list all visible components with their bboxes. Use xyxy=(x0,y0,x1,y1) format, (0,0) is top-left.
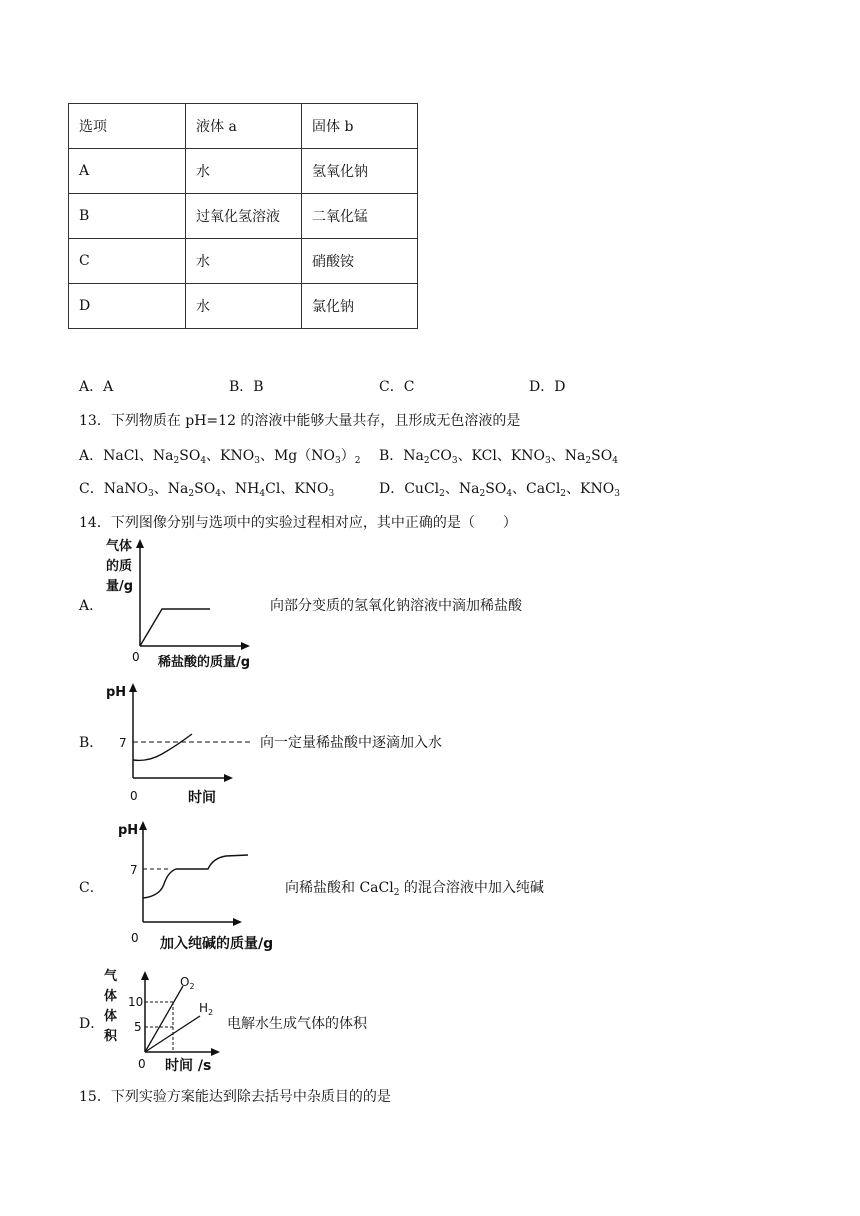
graph-c-origin: 0 xyxy=(131,931,139,945)
graph-d-label-o2: $O_2$ xyxy=(180,975,195,991)
table-row xyxy=(69,239,418,284)
graph-c-curve xyxy=(143,855,248,898)
table-cell: 氯化钠 xyxy=(302,284,418,329)
table-cell: 固体 b xyxy=(302,104,418,149)
q14-option-b-letter: B． xyxy=(79,735,104,751)
graph-a-ylabel-3: 量/g xyxy=(106,579,134,594)
graph-a-xlabel: 稀盐酸的质量/g xyxy=(158,655,251,670)
graph-b-origin: 0 xyxy=(130,789,138,803)
graph-c xyxy=(110,814,285,954)
table-cell: 硝酸铵 xyxy=(302,239,418,284)
table-cell: 选项 xyxy=(69,104,186,149)
table-row xyxy=(69,284,418,329)
table-cell: 水 xyxy=(186,149,302,194)
q13-option-b: B．$Na_2CO_3$、KCl、$KNO_3$、$Na_2SO_4$ xyxy=(379,448,618,466)
q12-option-c: C．C xyxy=(379,379,415,395)
table-cell: D xyxy=(69,284,186,329)
q13-option-d: D．CuCl$_2$、$Na_2SO_4$、CaCl$_2$、$KNO_3$ xyxy=(379,481,620,499)
graph-a-origin: 0 xyxy=(132,650,140,664)
q14-option-b-desc: 向一定量稀盐酸中逐滴加入水 xyxy=(260,735,442,751)
graph-c-y-arrow xyxy=(139,821,147,830)
table-cell: 氢氧化钠 xyxy=(302,149,418,194)
options-table xyxy=(68,103,418,329)
q14-option-c-letter: C． xyxy=(79,880,104,896)
graph-d xyxy=(100,964,225,1082)
table-cell: B xyxy=(69,194,186,239)
graph-b-tick-7: 7 xyxy=(119,736,127,750)
graph-d-x-arrow xyxy=(211,1048,220,1056)
graph-d-tick-5: 5 xyxy=(134,1020,142,1034)
graph-d-origin: 0 xyxy=(138,1057,146,1071)
graph-c-ylabel: pH xyxy=(118,823,139,838)
table-cell: 水 xyxy=(186,284,302,329)
q14-option-d-letter: D． xyxy=(79,1016,105,1032)
graph-b xyxy=(100,678,260,806)
graph-a xyxy=(100,536,275,672)
table-cell: A xyxy=(69,149,186,194)
q14-stem: 14．下列图像分别与选项中的实验过程相对应，其中正确的是（ ） xyxy=(79,515,517,531)
q14-option-d-desc: 电解水生成气体的体积 xyxy=(227,1016,367,1032)
q12-option-a: A．A xyxy=(79,379,114,395)
graph-b-xlabel: 时间 xyxy=(188,790,216,806)
graph-b-ylabel: pH xyxy=(106,685,127,700)
table-row xyxy=(69,149,418,194)
table-cell: 二氧化锰 xyxy=(302,194,418,239)
table-row xyxy=(69,104,418,149)
graph-a-x-arrow xyxy=(241,642,250,650)
q12-option-b: B．B xyxy=(229,379,264,395)
graph-a-ylabel-2: 的质 xyxy=(106,559,133,574)
graph-d-y-arrow xyxy=(141,971,149,980)
q12-option-d: D．D xyxy=(529,379,566,395)
graph-d-tick-10: 10 xyxy=(128,995,144,1009)
q13-option-a: A．NaCl、$Na_2SO_4$、$KNO_3$、$Mg(NO_3)_2$ xyxy=(79,448,361,466)
graph-d-line-h2 xyxy=(145,1016,200,1052)
graph-c-x-arrow xyxy=(233,918,242,926)
graph-d-label-h2: $H_2$ xyxy=(199,1001,214,1017)
q13-option-c: C．NaNO$_3$、$Na_2SO_4$、$NH_4Cl$、$KNO_3$ xyxy=(79,481,335,499)
table-cell: 过氧化氢溶液 xyxy=(186,194,302,239)
graph-a-y-arrow xyxy=(136,539,144,548)
q14-option-a-letter: A． xyxy=(79,598,104,614)
graph-c-tick-7: 7 xyxy=(130,863,138,877)
graph-d-ylabel-3: 体 xyxy=(104,1009,118,1024)
table-cell: 液体 a xyxy=(186,104,302,149)
q14-option-a-desc: 向部分变质的氢氧化钠溶液中滴加稀盐酸 xyxy=(270,598,522,614)
graph-d-line-o2 xyxy=(145,986,183,1052)
graph-b-x-arrow xyxy=(224,774,233,782)
table-cell: C xyxy=(69,239,186,284)
graph-c-xlabel: 加入纯碱的质量/g xyxy=(160,936,274,952)
table-cell: 水 xyxy=(186,239,302,284)
graph-b-y-arrow xyxy=(129,683,137,692)
graph-d-ylabel-2: 体 xyxy=(104,989,118,1004)
graph-d-xlabel: 时间 /s xyxy=(165,1058,212,1074)
q14-option-c-desc: 向稀盐酸和 CaCl$_2$ 的混合溶液中加入纯碱 xyxy=(285,880,544,898)
graph-d-ylabel-1: 气 xyxy=(104,969,118,984)
graph-b-curve xyxy=(133,734,192,760)
q15-stem: 15．下列实验方案能达到除去括号中杂质目的的是 xyxy=(79,1089,391,1105)
q13-stem: 13．下列物质在 pH=12 的溶液中能够大量共存，且形成无色溶液的是 xyxy=(79,413,521,429)
table-row xyxy=(69,194,418,239)
graph-a-ylabel-1: 气体 xyxy=(106,539,133,554)
graph-a-curve xyxy=(140,609,210,646)
graph-d-ylabel-4: 积 xyxy=(104,1029,118,1044)
